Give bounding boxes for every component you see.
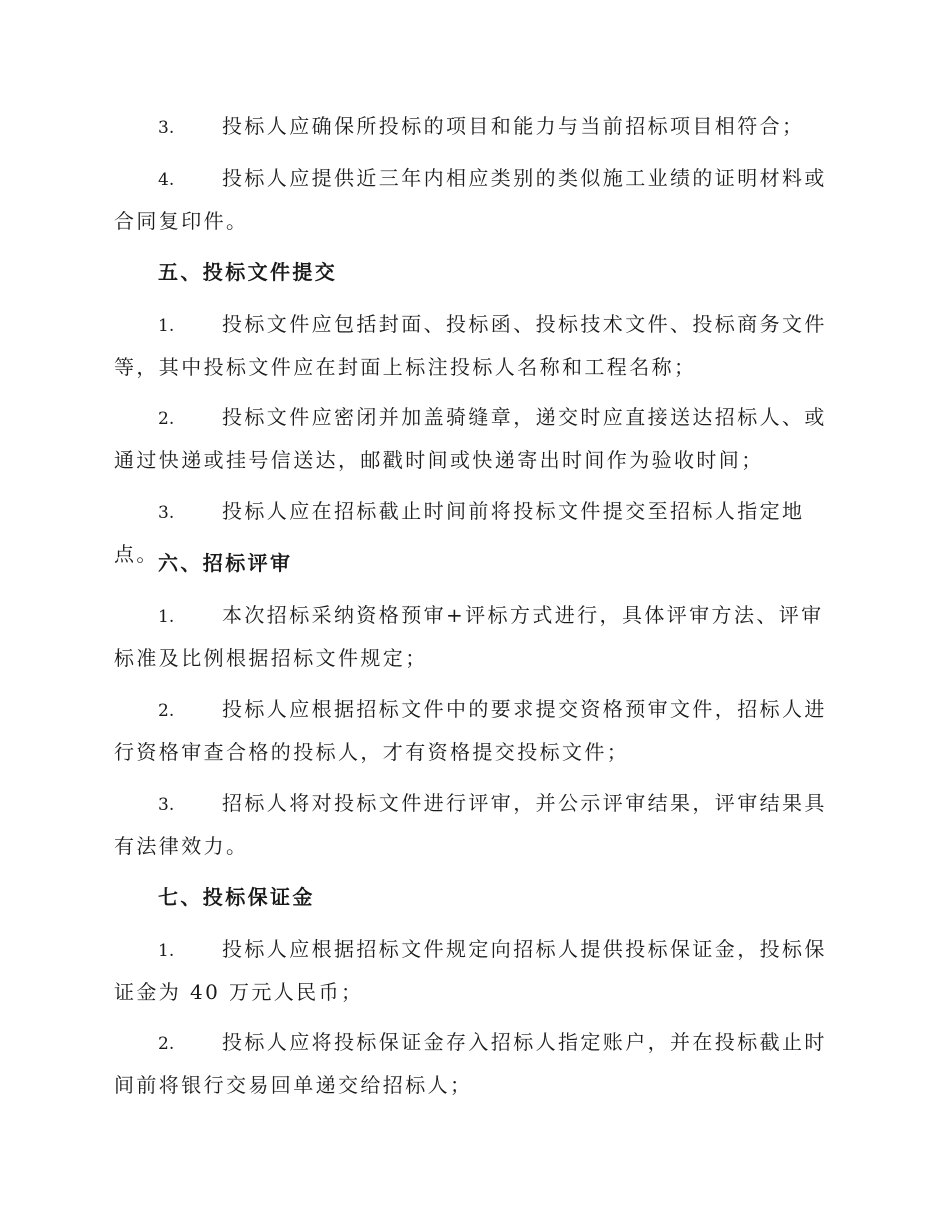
section-heading: 五、投标文件提交 (158, 260, 338, 284)
section-heading: 七、投标保证金 (158, 885, 315, 909)
list-item (114, 783, 832, 867)
item-number: 3. (158, 795, 175, 815)
item-number: 1. (158, 316, 175, 336)
list-item (114, 397, 832, 481)
item-text: 投标人应确保所投标的项目和能力与当前招标项目相符合； (222, 114, 805, 138)
item-text: 投标文件应密闭并加盖骑缝章，递交时应直接送达招标人、或通过快递或挂号信送达，邮戳时间或快递寄出时间作为验收时间； (114, 405, 827, 472)
list-item (114, 106, 832, 149)
item-number: 1. (158, 941, 175, 961)
list-item (114, 304, 832, 388)
list-item (114, 595, 832, 679)
item-number: 3. (158, 503, 175, 523)
item-text: 投标人应将投标保证金存入招标人指定账户，并在投标截止时间前将银行交易回单递交给招标人； (114, 1030, 827, 1097)
item-number: 2. (158, 409, 175, 429)
item-text: 投标人应根据招标文件中的要求提交资格预审文件，招标人进行资格审查合格的投标人，才有资格提交投标文件； (114, 697, 827, 764)
item-text: 投标人应提供近三年内相应类别的类似施工业绩的证明材料或合同复印件。 (114, 166, 827, 233)
list-item (114, 1022, 832, 1106)
item-number: 4. (158, 170, 175, 190)
item-number: 3. (158, 118, 175, 138)
list-item (114, 689, 832, 773)
item-number: 1. (158, 607, 175, 627)
item-text: 投标文件应包括封面、投标函、投标技术文件、投标商务文件等，其中投标文件应在封面上标注投标人名称和工程名称； (114, 312, 827, 379)
item-text: 投标人应在招标截止时间前将投标文件提交至招标人指定地点。 (114, 499, 805, 566)
section-heading: 六、招标评审 (158, 551, 293, 575)
list-item (114, 929, 832, 1013)
item-text: 本次招标采纳资格预审+评标方式进行，具体评审方法、评审标准及比例根据招标文件规定； (114, 603, 824, 670)
list-item (114, 158, 832, 242)
item-number: 2. (158, 1034, 175, 1054)
item-text: 投标人应根据招标文件规定向招标人提供投标保证金，投标保证金为 40 万元人民币； (114, 937, 827, 1004)
item-number: 2. (158, 701, 175, 721)
item-text: 招标人将对投标文件进行评审，并公示评审结果，评审结果具有法律效力。 (114, 791, 827, 858)
